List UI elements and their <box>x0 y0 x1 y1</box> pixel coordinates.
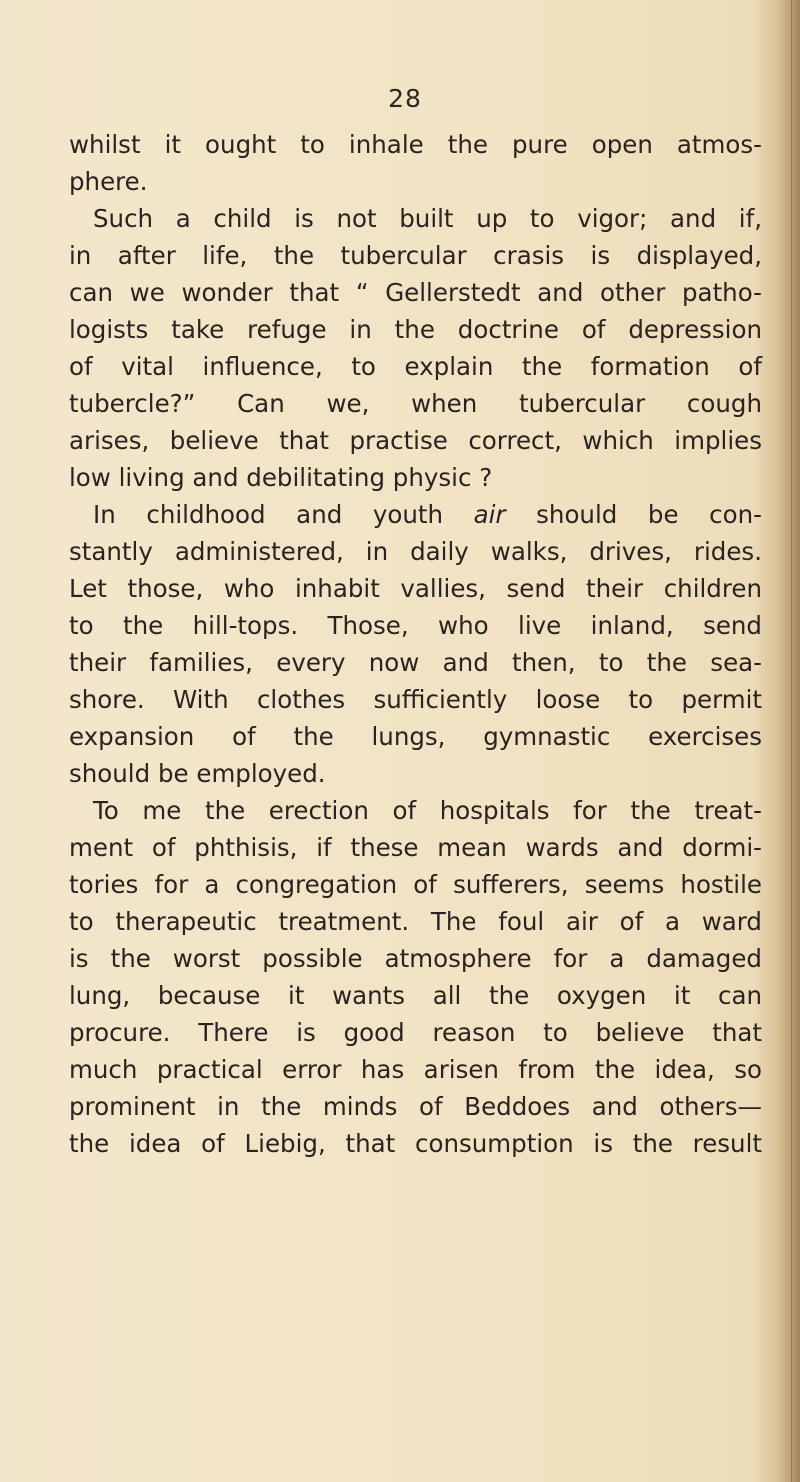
text-line: tubercle?” Can we, when tubercular cough <box>69 389 762 418</box>
text-line: the idea of Liebig, that consumption is the result <box>69 1129 762 1158</box>
text-line: much practical error has arisen from the idea, so <box>69 1055 762 1084</box>
text-line: expansion of the lungs, gymnastic exercises <box>69 722 762 751</box>
page-number: 28 <box>388 84 422 113</box>
text-line: to the hill-tops. Those, who live inland, send <box>69 611 762 640</box>
text-line: stantly administered, in daily walks, drives, rides. <box>69 537 762 566</box>
text-line: tories for a congregation of sufferers, seems hostile <box>69 870 762 899</box>
text-line: is the worst possible atmosphere for a damaged <box>69 944 762 973</box>
text-line: lung, because it wants all the oxygen it can <box>69 981 762 1010</box>
text-line: procure. There is good reason to believe that <box>69 1018 762 1047</box>
text-line: Such a child is not built up to vigor; and if, <box>93 204 762 233</box>
text-line: of vital influence, to explain the formation of <box>69 352 762 381</box>
text-line: shore. With clothes sufficiently loose to permit <box>69 685 762 714</box>
text-line: logists take refuge in the doctrine of depression <box>69 315 762 344</box>
text-line: arises, believe that practise correct, which implies <box>69 426 762 455</box>
page-edge-shadow <box>778 0 800 1482</box>
text-line <box>69 496 762 533</box>
text-line: prominent in the minds of Beddoes and others— <box>69 1092 762 1121</box>
text-line-start: In childhood and youth <box>93 500 474 529</box>
text-line: ment of phthisis, if these mean wards and dormi- <box>69 833 762 862</box>
text-line: phere. <box>69 167 148 196</box>
text-line: low living and debilitating physic ? <box>69 463 493 492</box>
page-edge-line <box>791 0 792 1482</box>
text-line-end: should be con- <box>505 500 762 529</box>
text-line: whilst it ought to inhale the pure open atmos- <box>69 130 762 159</box>
text-line: to therapeutic treatment. The foul air of a ward <box>69 907 762 936</box>
text-line: their families, every now and then, to the sea- <box>69 648 762 677</box>
text-line: should be employed. <box>69 759 326 788</box>
text-line: To me the erection of hospitals for the treat- <box>93 796 762 825</box>
text-line: Let those, who inhabit vallies, send their children <box>69 574 762 603</box>
text-line: can we wonder that “ Gellerstedt and other patho- <box>69 278 762 307</box>
text-line: in after life, the tubercular crasis is displayed, <box>69 241 762 270</box>
italic-word: air <box>473 500 506 529</box>
body-text <box>69 126 762 1162</box>
